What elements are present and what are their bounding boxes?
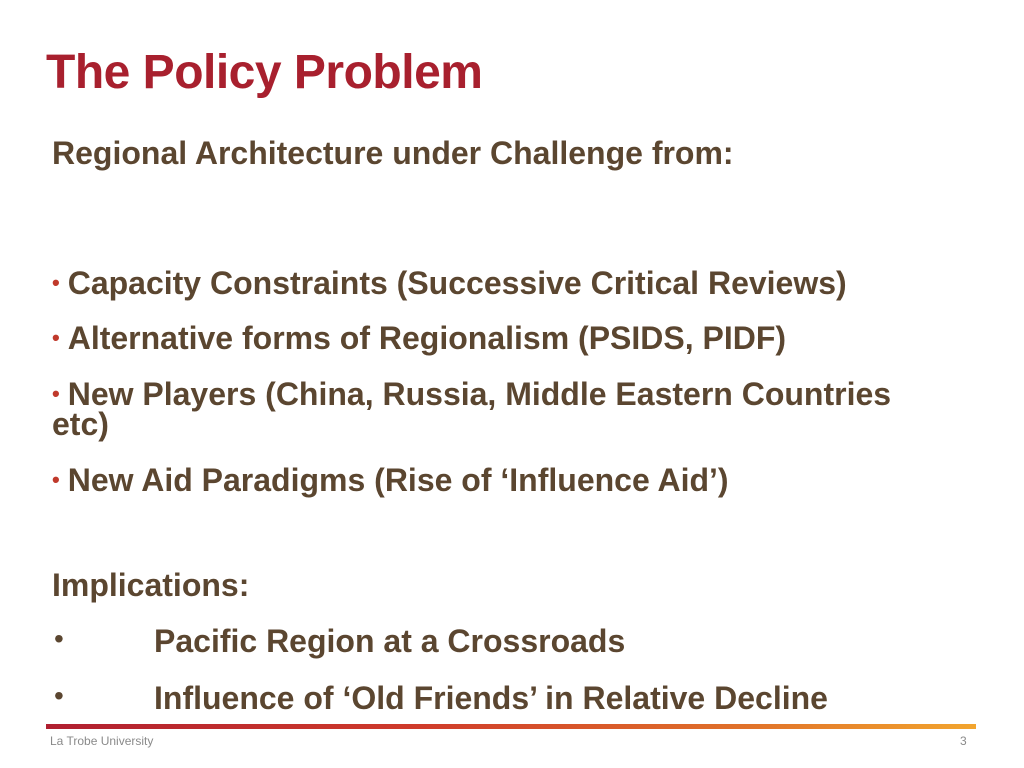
bullet-icon: •	[52, 380, 60, 406]
bullet-icon: •	[52, 466, 60, 492]
slide-body	[52, 134, 982, 735]
challenge-item-4	[52, 461, 982, 499]
bullet-icon: •	[52, 325, 60, 351]
challenge-text: Alternative forms of Regionalism (PSIDS, PIDF)	[67, 320, 787, 357]
slide-title: The Policy Problem	[46, 46, 483, 99]
bullet-icon: •	[54, 623, 64, 655]
implication-text: Influence of ‘Old Friends’ in Relative Decline	[154, 679, 828, 716]
bullet-icon: •	[52, 270, 60, 295]
page-number: 3	[960, 734, 967, 748]
challenge-item-1	[52, 264, 982, 302]
implications-heading: Implications:	[52, 566, 250, 603]
spacer	[52, 190, 982, 264]
footer-organization: La Trobe University	[50, 734, 154, 748]
implication-item-2	[52, 679, 982, 717]
challenge-item-2	[52, 319, 982, 357]
implication-item-1	[52, 622, 982, 660]
subheading: Regional Architecture under Challenge from:	[52, 135, 734, 171]
challenge-text: New Aid Paradigms (Rise of ‘Influence Aid’)	[67, 461, 729, 498]
implication-text: Pacific Region at a Crossroads	[154, 623, 626, 660]
footer-divider	[46, 724, 976, 729]
bullet-icon: •	[54, 679, 64, 711]
challenge-text-wrap: etc)	[52, 406, 109, 443]
challenge-text: New Players (China, Russia, Middle Eastern Countries	[67, 375, 892, 412]
challenge-item-3	[52, 375, 982, 444]
challenge-text: Capacity Constraints (Successive Critical Reviews)	[67, 265, 847, 301]
spacer	[52, 516, 982, 566]
